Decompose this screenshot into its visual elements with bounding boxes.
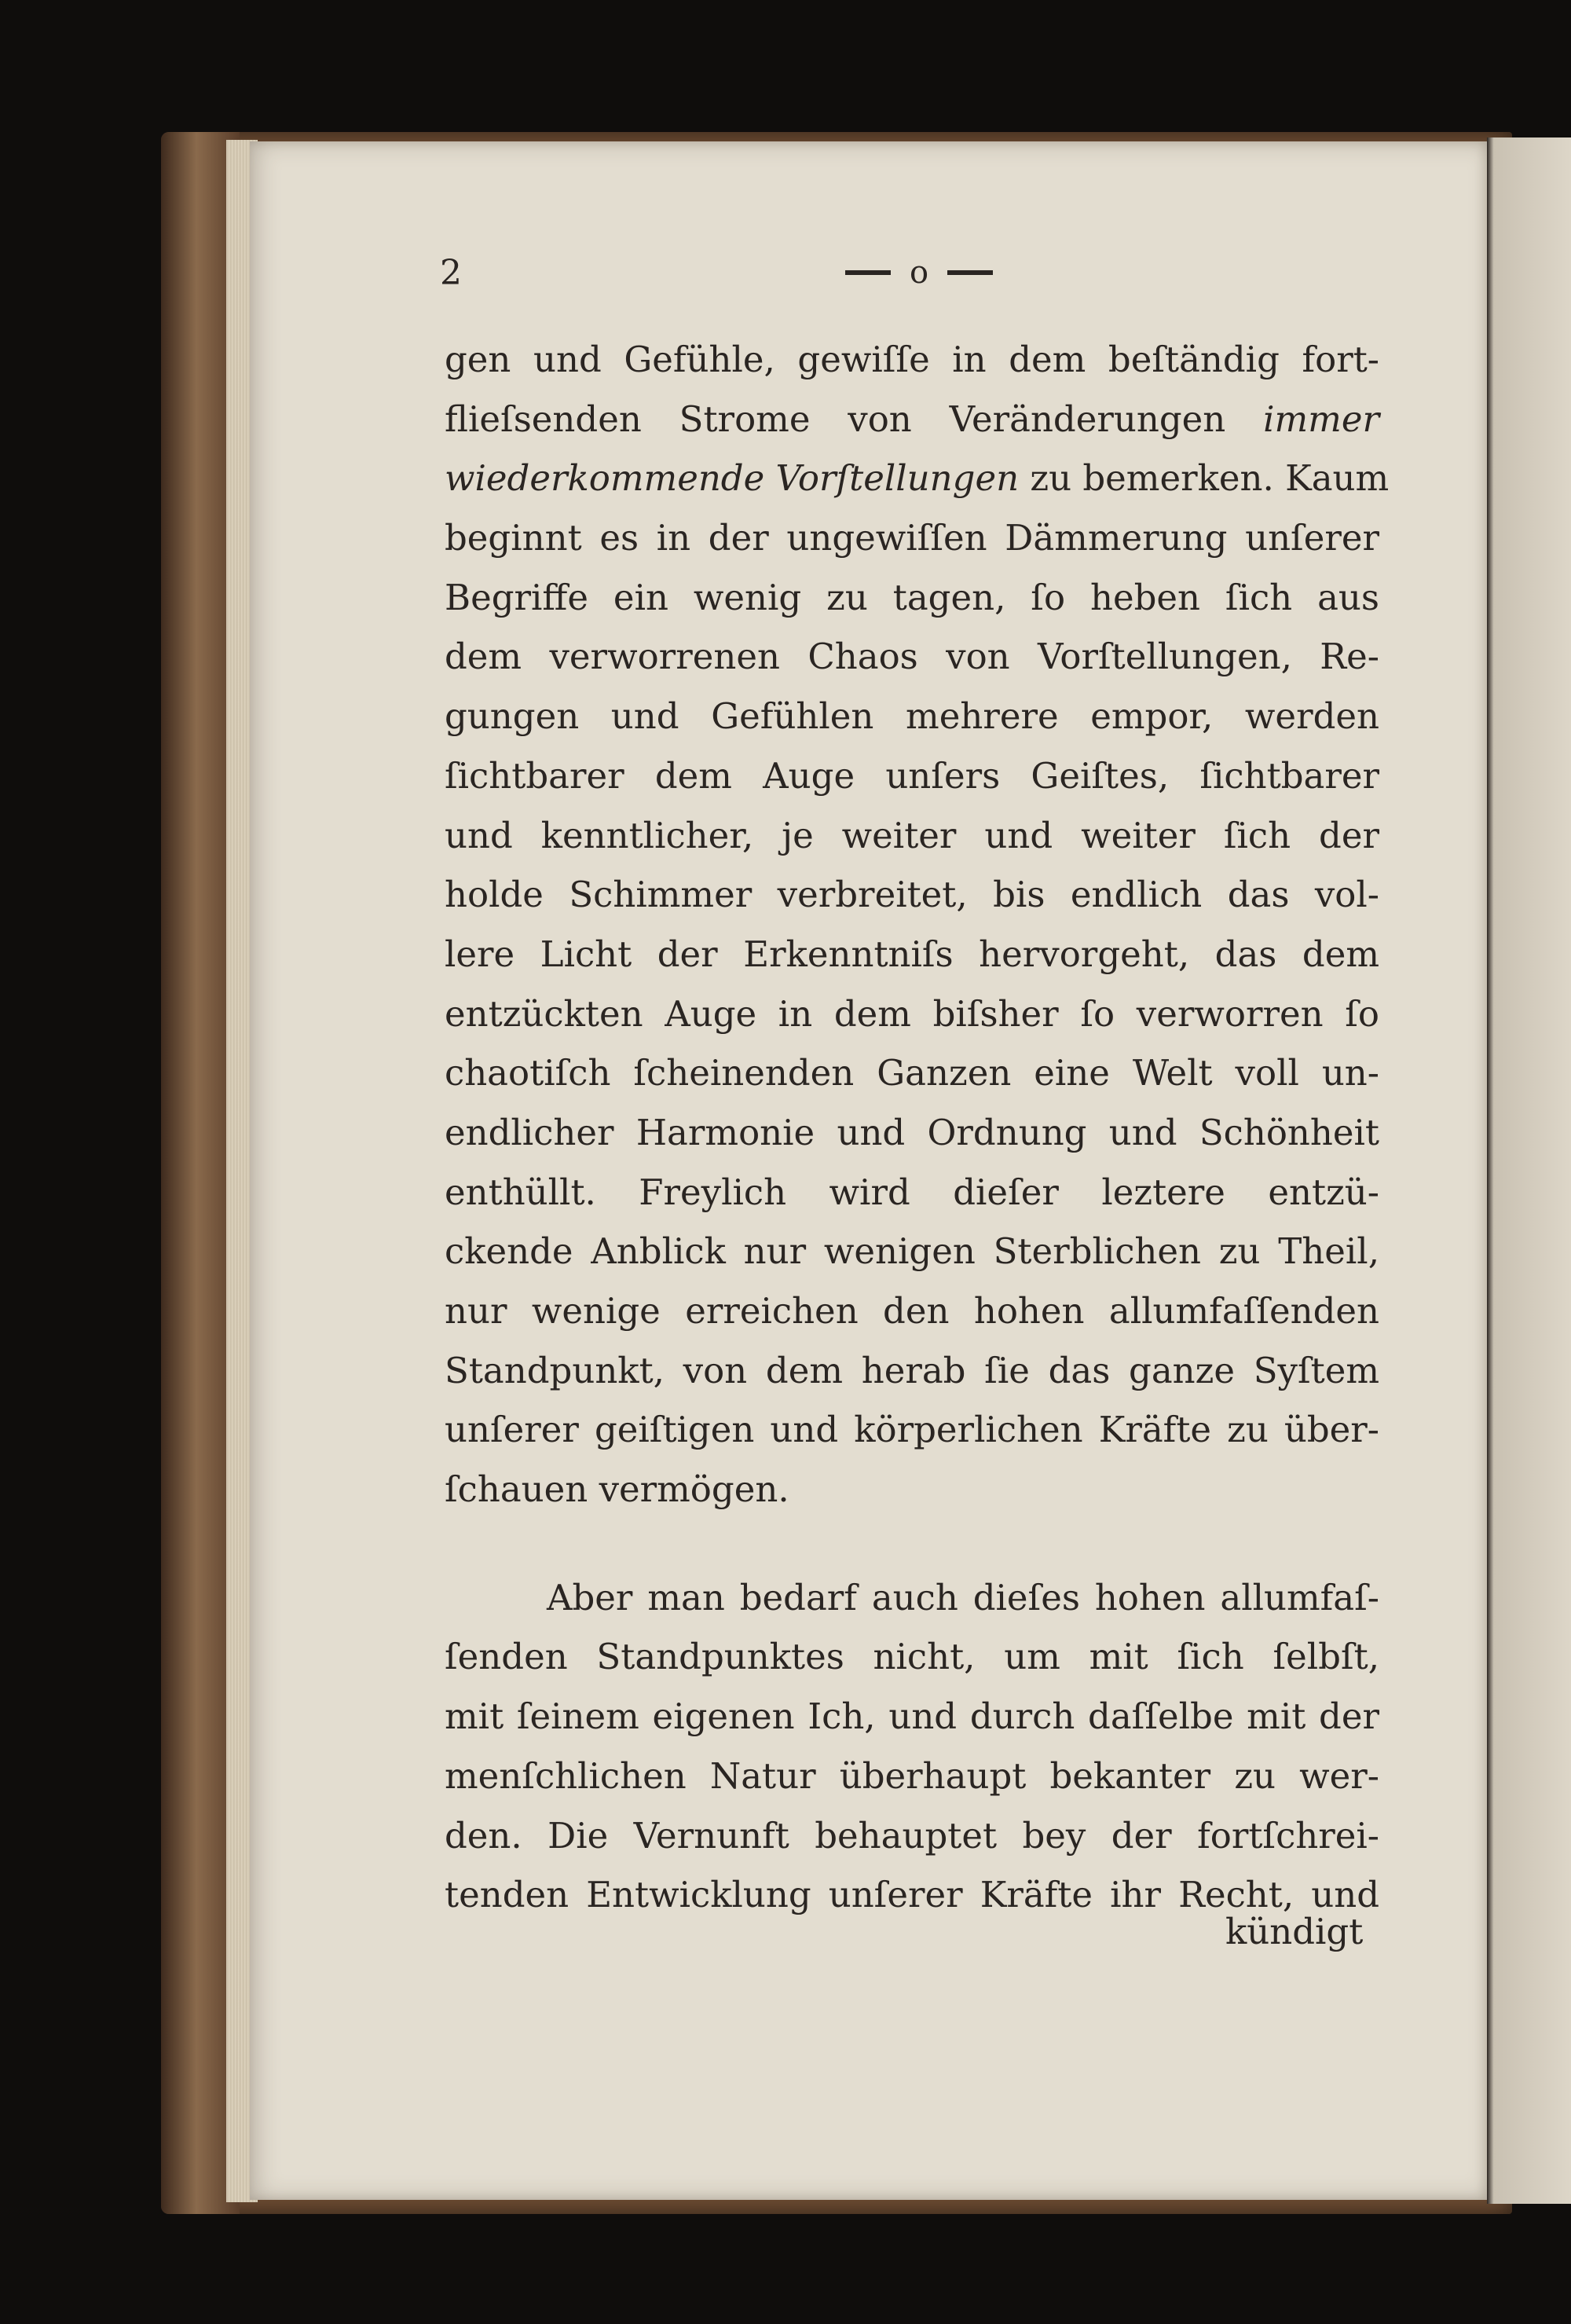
text-line: den. Die Vernunft behauptet bey der fortſchrei-	[445, 1814, 1379, 1857]
text-line: ckende Anblick nur wenigen Sterblichen zu Theil,	[445, 1230, 1379, 1273]
text-line: unſerer geiſtigen und körperlichen Kräfte zu über-	[445, 1409, 1379, 1451]
page-header	[440, 253, 1382, 292]
header-ornament	[801, 253, 1037, 292]
text-line: ſchauen vermögen.	[445, 1468, 789, 1511]
text-line: wiederkommende Vorſtellungen zu bemerken. Kaum	[445, 457, 1390, 500]
text-line: tenden Entwicklung unſerer Kräfte ihr Recht, und	[445, 1874, 1379, 1916]
body-text	[445, 330, 1390, 1925]
text-line: holde Schimmer verbreitet, bis endlich das vol-	[445, 874, 1379, 916]
catchword: kündigt	[1225, 1911, 1364, 1952]
page-number: 2	[440, 253, 462, 293]
text-line: entzückten Auge in dem biſsher ſo verworren ſo	[445, 992, 1379, 1035]
text-line: ſenden Standpunktes nicht, um mit ſich ſelbſt,	[445, 1636, 1379, 1678]
text-line: und kenntlicher, je weiter und weiter ſich der	[445, 814, 1379, 856]
text-line: Begriffe ein wenig zu tagen, ſo heben ſich aus	[445, 576, 1379, 618]
text-line: nur wenige erreichen den hohen allumfaſſenden	[445, 1290, 1379, 1332]
text-line: menſchlichen Natur überhaupt bekanter zu wer-	[445, 1754, 1379, 1797]
ornament-dash-right	[947, 270, 993, 275]
ornament-dash-left	[845, 270, 891, 275]
ornament-ring: o	[909, 255, 929, 291]
text-line: dem verworrenen Chaos von Vorſtellungen, Re-	[445, 636, 1379, 678]
text-line: flieſsenden Strome von Veränderungen immer	[445, 398, 1379, 440]
italic-phrase: immer	[1263, 398, 1379, 440]
text-line: mit ſeinem eigenen Ich, und durch daſſelbe mit der	[445, 1695, 1379, 1738]
italic-phrase: wiederkommende Vorſtellungen	[445, 457, 1020, 500]
text-line: endlicher Harmonie und Ordnung und Schönheit	[445, 1111, 1379, 1153]
text-line: ſichtbarer dem Auge unſers Geiſtes, ſichtbarer	[445, 754, 1379, 797]
text-line: Standpunkt, von dem herab ſie das ganze Syſtem	[445, 1349, 1379, 1391]
text-line: Aber man bedarf auch dieſes hohen allumfaſ-	[547, 1576, 1379, 1618]
text-line: beginnt es in der ungewiſſen Dämmerung unſerer	[445, 517, 1379, 559]
text-line: lere Licht der Erkenntniſs hervorgeht, das dem	[445, 933, 1379, 975]
text-line: enthüllt. Freylich wird dieſer leztere entzü-	[445, 1171, 1379, 1213]
text-line: gungen und Gefühlen mehrere empor, werden	[445, 695, 1379, 738]
text-line: chaotiſch ſcheinenden Ganzen eine Welt voll un-	[445, 1052, 1379, 1094]
text-line: gen und Gefühle, gewiſſe in dem beſtändig fort-	[445, 339, 1379, 380]
facing-page-edge	[1487, 137, 1571, 2204]
